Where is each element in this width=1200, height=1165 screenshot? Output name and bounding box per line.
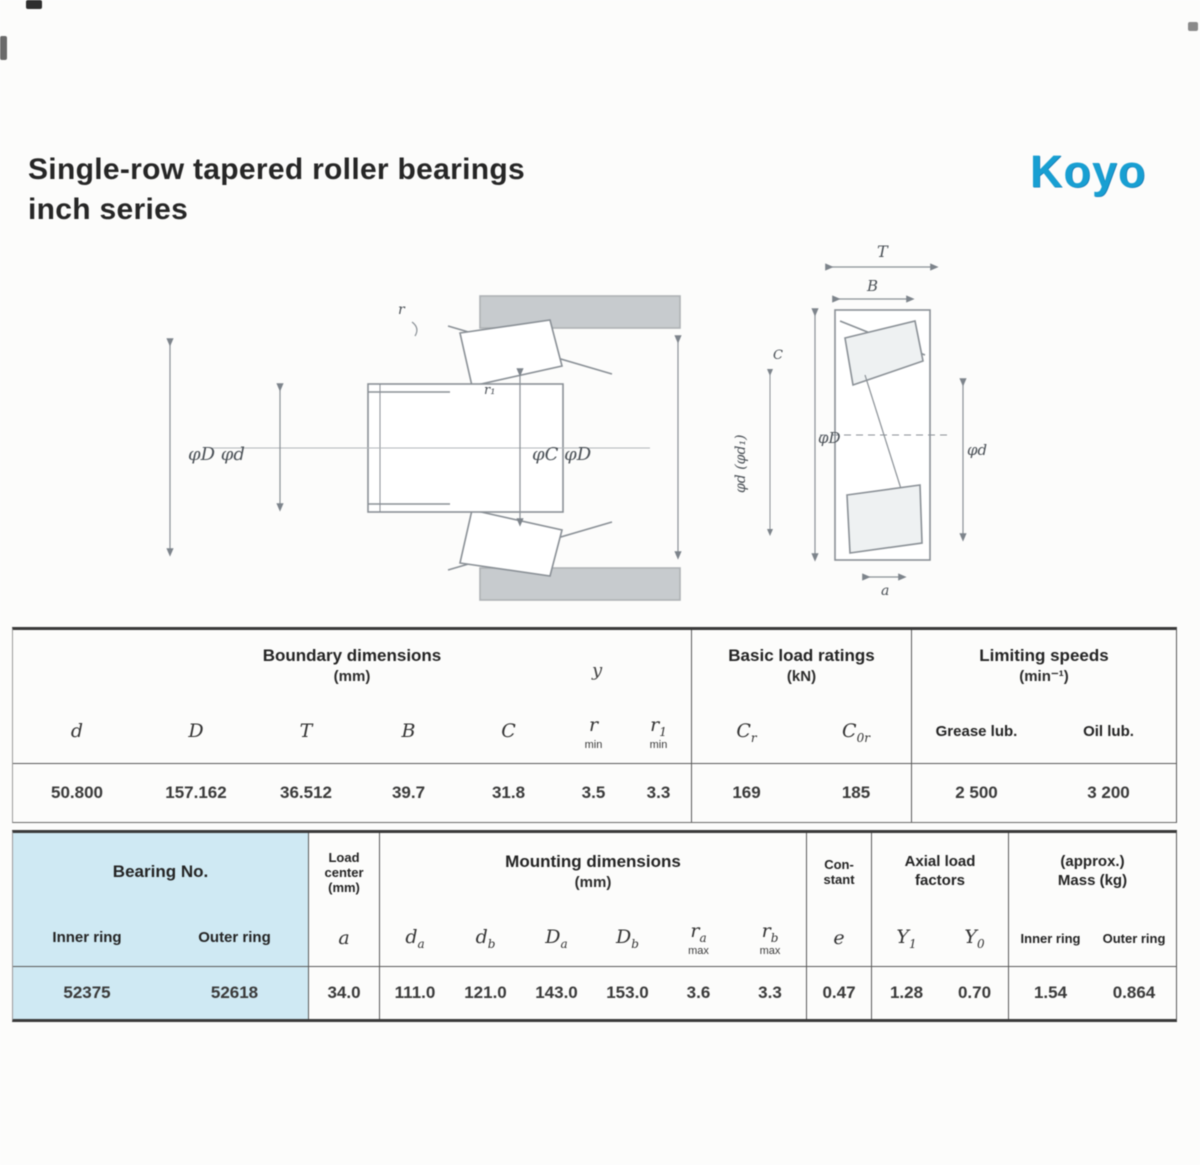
value-d: 50.800 [51, 783, 103, 802]
value-grease-speed: 2 500 [911, 764, 1041, 822]
value-Cr: 169 [691, 764, 801, 822]
mounting-table [12, 830, 1177, 1022]
right-drawing-geometry [770, 267, 963, 577]
outer-ring-subheader: Outer ring [161, 911, 308, 967]
limiting-speeds-header [911, 630, 1176, 702]
constant-line1: Con- [824, 857, 854, 872]
mass-approx-note: (approx.) [1060, 853, 1125, 871]
mounting-dimensions-header [379, 833, 806, 911]
value-r: 3.5 [581, 783, 606, 802]
mass-outer-ring-subheader: Outer ring [1092, 911, 1176, 967]
symbol-B: B [361, 702, 456, 764]
axial-line2: factors [914, 872, 966, 889]
symbol-da: $d_a$ [379, 911, 450, 967]
dim-label-phiD: φD [818, 429, 841, 447]
value-T: 36.512 [280, 783, 332, 802]
symbol-rb-max: $r_b$ max [734, 911, 806, 967]
left-drawing-geometry [170, 296, 680, 600]
limiting-speeds-unit: (min⁻¹) [1019, 668, 1069, 686]
value-Cor: 185 [841, 783, 871, 802]
load-center-line2: center [324, 864, 364, 880]
load-center-header [308, 833, 379, 911]
page-title [28, 150, 525, 230]
load-ratings-unit: (kN) [786, 668, 817, 686]
inner-ring-subheader: Inner ring [13, 911, 161, 967]
axial-line1: Axial load [904, 853, 976, 871]
load-center-line3: (mm) [328, 879, 360, 895]
value-ra: 3.6 [686, 983, 711, 1002]
scan-stray-character: y [592, 660, 603, 681]
dim-label-bore-stack: φd (φd₁) [733, 434, 749, 493]
page-title-line1: Single-row tapered roller bearings [28, 153, 525, 186]
dim-label-a: a [881, 583, 890, 599]
dimensions-table [12, 627, 1177, 823]
right-bearing-drawing [715, 243, 1015, 603]
boundary-dimensions-title: Boundary dimensions [262, 646, 442, 666]
symbol-Cor: $C_{0r}$ [801, 702, 911, 764]
mounting-dimensions-unit: (mm) [574, 874, 612, 892]
dim-label-T: T [877, 243, 888, 261]
value-Db: 153.0 [606, 983, 649, 1002]
axial-load-factors-header [871, 833, 1008, 911]
symbol-C: C [456, 702, 561, 764]
load-center-line1: Load [328, 849, 360, 865]
scan-artifact [26, 0, 42, 9]
value-e: 0.47 [806, 967, 871, 1019]
load-ratings-header [691, 630, 911, 702]
dim-label-C: C [773, 348, 783, 363]
mass-header [1008, 833, 1176, 911]
limiting-speeds-title: Limiting speeds [979, 646, 1109, 666]
koyo-logo: Koyo [1030, 146, 1147, 197]
value-mass-outer: 0.864 [1112, 983, 1156, 1002]
mass-title: Mass (kg) [1057, 872, 1128, 889]
symbol-db: $d_b$ [450, 911, 521, 967]
symbol-ra-max: $r_a$ max [663, 911, 734, 967]
dim-label-phid: φd [967, 441, 988, 459]
dim-label-left-diameters: φD φd [188, 444, 245, 465]
symbol-Db: $D_b$ [592, 911, 663, 967]
boundary-dimensions-header [13, 630, 691, 702]
scan-artifact [1188, 22, 1198, 31]
symbol-Da: $D_a$ [521, 911, 592, 967]
value-da: 111.0 [379, 967, 450, 1019]
mass-inner-ring-subheader: Inner ring [1008, 911, 1092, 967]
constant-line2: stant [823, 872, 855, 887]
symbol-d: d [13, 702, 141, 764]
grease-lub-header: Grease lub. [911, 702, 1041, 764]
value-B: 39.7 [391, 783, 426, 802]
dim-label-B: B [867, 277, 879, 295]
mounting-dimensions-title: Mounting dimensions [505, 852, 681, 872]
value-oil-speed: 3 200 [1087, 783, 1130, 802]
value-a: 34.0 [308, 967, 379, 1019]
value-r1: 3.3 [646, 783, 671, 802]
oil-lub-header: Oil lub. [1041, 702, 1176, 764]
value-outer-ring-no: 52618 [161, 967, 308, 1019]
constant-header [806, 833, 871, 911]
symbol-Cr: $C_r$ [691, 702, 801, 764]
page-title-line2: inch series [28, 193, 189, 226]
value-mass-inner: 1.54 [1008, 967, 1092, 1019]
value-Da: 143.0 [535, 983, 578, 1002]
value-Y0: 0.70 [957, 983, 992, 1002]
value-rb: 3.3 [758, 983, 782, 1002]
symbol-D: D [141, 702, 251, 764]
symbol-Y0: $Y_0$ [941, 911, 1008, 967]
value-inner-ring-no: 52375 [13, 967, 161, 1019]
scan-artifact [0, 36, 7, 60]
fillet-r1-label: r₁ [484, 383, 496, 398]
symbol-T: T [251, 702, 361, 764]
symbol-r-min: r min [561, 702, 626, 764]
left-bearing-drawing [150, 288, 710, 608]
load-ratings-title: Basic load ratings [728, 646, 875, 666]
symbol-e: e [806, 911, 871, 967]
value-Y1: 1.28 [871, 967, 941, 1019]
bearing-no-header: Bearing No. [13, 833, 308, 911]
symbol-a: a [308, 911, 379, 967]
symbol-Y1: $Y_1$ [871, 911, 941, 967]
fillet-r-label: r [398, 302, 405, 318]
boundary-dimensions-unit: (mm) [333, 668, 371, 686]
value-C: 31.8 [491, 783, 526, 802]
symbol-r1-min: $r_1$ min [626, 702, 691, 764]
dim-label-right-diameters: φC φD [532, 444, 592, 465]
value-D: 157.162 [165, 783, 227, 802]
value-db: 121.0 [464, 983, 507, 1002]
